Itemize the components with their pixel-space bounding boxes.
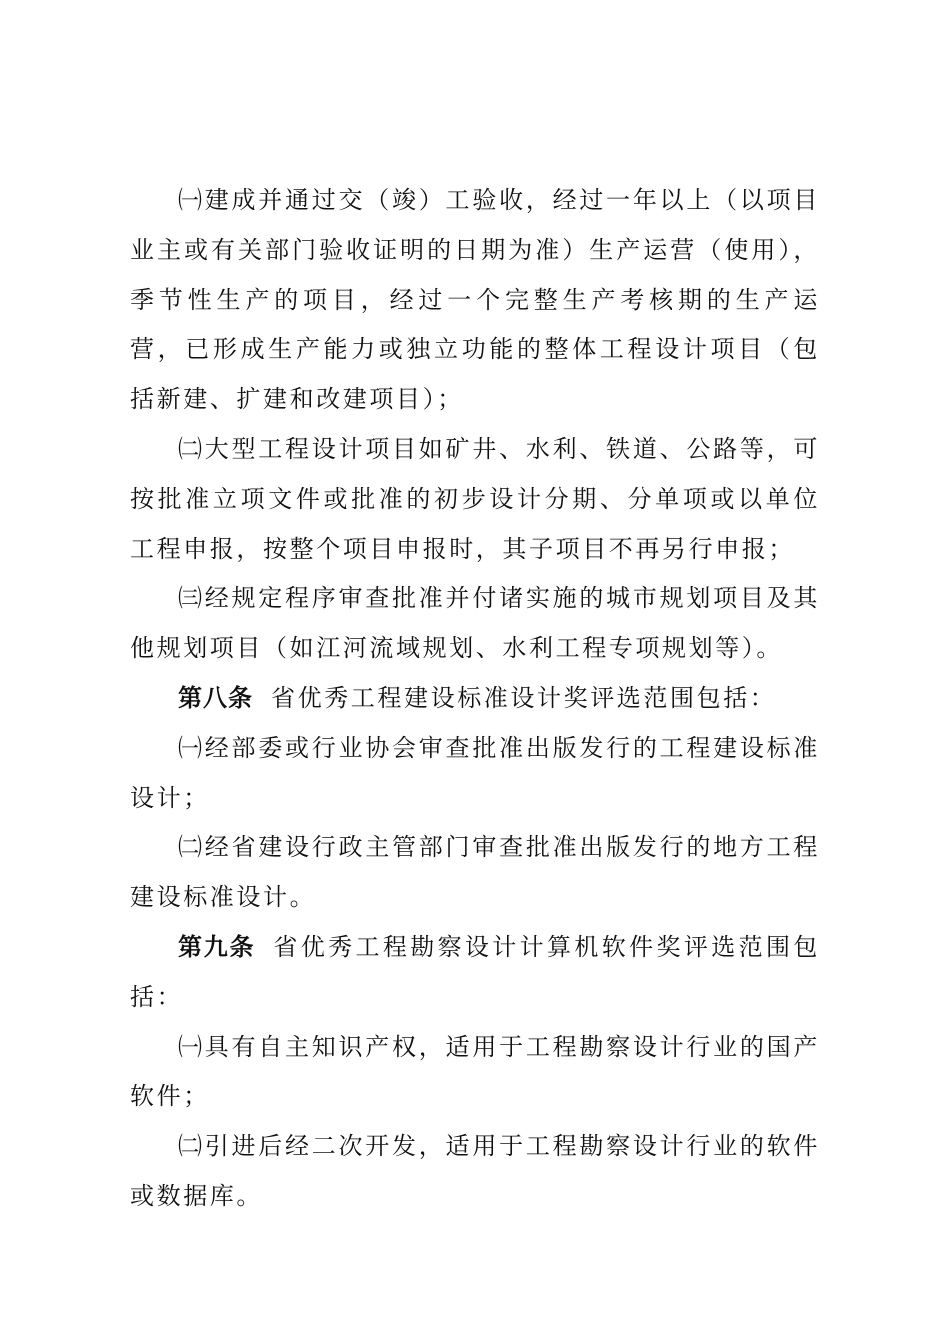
article-label: 第八条: [178, 683, 253, 712]
paragraph-item-5: [130, 823, 820, 923]
paragraph-text: ㈠建成并通过交（竣）工验收，经过一年以上（以项目业主或有关部门验收证明的日期为准）生产运营（使用），季节性生产的项目，经过一个完整生产考核期的生产运营，已形成生产能力或独立功能的整体工程设计项目（包括新建、扩建和改建项目）；: [130, 186, 820, 414]
paragraph-text: ㈡大型工程设计项目如矿井、水利、铁道、公路等，可按批准立项文件或批准的初步设计分期、分单项或以单位工程申报，按整个项目申报时，其子项目不再另行申报；: [130, 434, 820, 563]
article-8-heading: [130, 674, 820, 724]
paragraph-text: ㈠经部委或行业协会审查批准出版发行的工程建设标准设计；: [130, 733, 820, 812]
document-body: [130, 176, 820, 1222]
paragraph-text: ㈠具有自主知识产权，适用于工程勘察设计行业的国产软件；: [130, 1032, 820, 1111]
article-text: 省优秀工程勘察设计计算机软件奖评选范围包括：: [130, 932, 821, 1011]
paragraph-item-4: [130, 724, 820, 824]
article-text: 省优秀工程建设标准设计奖评选范围包括：: [271, 683, 777, 712]
paragraph-text: ㈢经规定程序审查批准并付诸实施的城市规划项目及其他规划项目（如江河流域规划、水利工程专项规划等）。: [130, 584, 820, 663]
paragraph-text: ㈡经省建设行政主管部门审查批准出版发行的地方工程建设标准设计。: [130, 833, 820, 912]
paragraph-item-1: [130, 176, 820, 425]
paragraph-item-3: [130, 574, 820, 674]
paragraph-item-7: [130, 1122, 820, 1222]
paragraph-item-2: [130, 425, 820, 574]
paragraph-text: ㈡引进后经二次开发，适用于工程勘察设计行业的软件或数据库。: [130, 1132, 820, 1210]
article-label: 第九条: [178, 932, 256, 961]
paragraph-item-6: [130, 1023, 820, 1123]
article-9-heading: [130, 923, 820, 1023]
